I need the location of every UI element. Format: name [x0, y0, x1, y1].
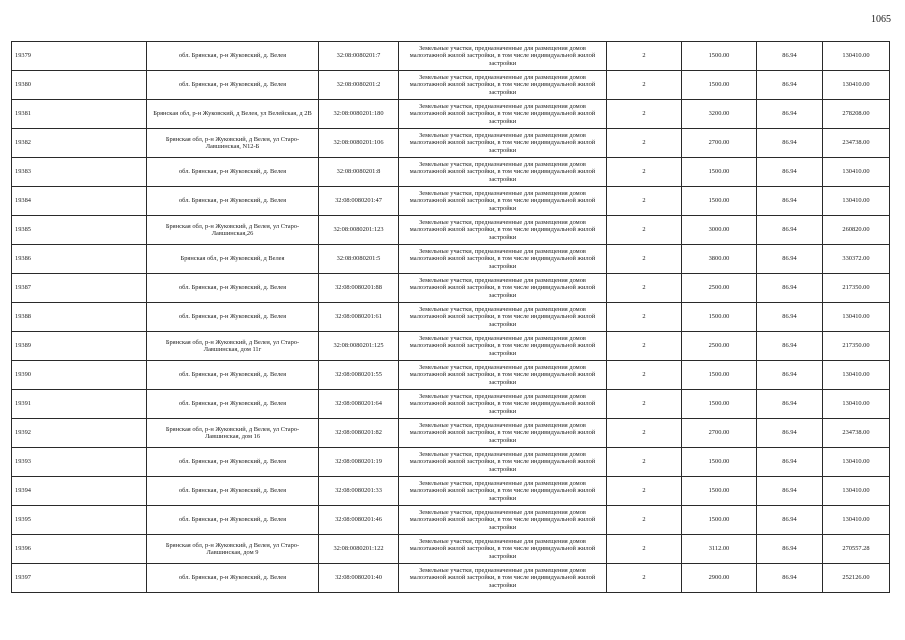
land-purpose-cell: Земельные участки, предназначенные для размещения домов малоэтажной жилой застройки, в том числе индивидуальной жилой застройки — [399, 274, 607, 303]
cadastral-value-cell: 217350.00 — [823, 274, 890, 303]
cadastral-value-cell: 330372.00 — [823, 245, 890, 274]
area-cell: 1500.00 — [682, 361, 757, 390]
land-purpose-cell: Земельные участки, предназначенные для размещения домов малоэтажной жилой застройки, в том числе индивидуальной жилой застройки — [399, 71, 607, 100]
table-row — [12, 303, 890, 332]
land-purpose-cell: Земельные участки, предназначенные для размещения домов малоэтажной жилой застройки, в том числе индивидуальной жилой застройки — [399, 361, 607, 390]
area-cell: 3800.00 — [682, 245, 757, 274]
area-cell: 1500.00 — [682, 303, 757, 332]
row-number: 19388 — [12, 303, 147, 332]
cadastral-value-cell: 130410.00 — [823, 71, 890, 100]
address-cell: Брянская обл, р-н Жуковский, д Велея, ул Старо-Лавшинская, N12-Б — [147, 129, 319, 158]
group-cell: 2 — [607, 42, 682, 71]
row-number: 19390 — [12, 361, 147, 390]
cadastral-number-cell: 32:08:0080201:106 — [319, 129, 399, 158]
area-cell: 3200.00 — [682, 100, 757, 129]
land-purpose-cell: Земельные участки, предназначенные для размещения домов малоэтажной жилой застройки, в том числе индивидуальной жилой застройки — [399, 100, 607, 129]
row-number: 19394 — [12, 477, 147, 506]
land-purpose-cell: Земельные участки, предназначенные для размещения домов малоэтажной жилой застройки, в том числе индивидуальной жилой застройки — [399, 216, 607, 245]
cadastral-number-cell: 32:08:0080201:2 — [319, 71, 399, 100]
table-row — [12, 245, 890, 274]
cadastral-value-cell: 270557.28 — [823, 535, 890, 564]
table-row — [12, 535, 890, 564]
cadastral-value-cell: 278208.00 — [823, 100, 890, 129]
cadastral-value-cell: 217350.00 — [823, 332, 890, 361]
area-cell: 2500.00 — [682, 274, 757, 303]
area-cell: 1500.00 — [682, 158, 757, 187]
address-cell: обл. Брянская, р-н Жуковский, д. Велея — [147, 506, 319, 535]
address-cell: Брянская обл, р-н Жуковский, д Велея, ул Старо-Лавшинская, дом 16 — [147, 419, 319, 448]
group-cell: 2 — [607, 477, 682, 506]
table-row — [12, 71, 890, 100]
row-number: 19395 — [12, 506, 147, 535]
cadastral-value-cell: 130410.00 — [823, 477, 890, 506]
address-cell: обл. Брянская, р-н Жуковский, д. Велея — [147, 158, 319, 187]
cadastral-value-cell: 130410.00 — [823, 361, 890, 390]
area-cell: 2500.00 — [682, 332, 757, 361]
rate-cell: 86.94 — [757, 216, 823, 245]
cadastral-number-cell: 32:08:0080201:180 — [319, 100, 399, 129]
rate-cell: 86.94 — [757, 535, 823, 564]
group-cell: 2 — [607, 216, 682, 245]
land-purpose-cell: Земельные участки, предназначенные для размещения домов малоэтажной жилой застройки, в том числе индивидуальной жилой застройки — [399, 564, 607, 593]
rate-cell: 86.94 — [757, 477, 823, 506]
group-cell: 2 — [607, 332, 682, 361]
row-number: 19381 — [12, 100, 147, 129]
cadastral-number-cell: 32:08:0080201:40 — [319, 564, 399, 593]
cadastral-number-cell: 32:08:0080201:5 — [319, 245, 399, 274]
address-cell: обл. Брянская, р-н Жуковский, д. Велея — [147, 390, 319, 419]
page-number: 1065 — [871, 14, 891, 25]
row-number: 19382 — [12, 129, 147, 158]
row-number: 19385 — [12, 216, 147, 245]
cadastral-value-table — [11, 41, 890, 593]
table-row — [12, 419, 890, 448]
rate-cell: 86.94 — [757, 419, 823, 448]
address-cell: Брянская обл, р-н Жуковский, д Велея — [147, 245, 319, 274]
table-row — [12, 390, 890, 419]
group-cell: 2 — [607, 564, 682, 593]
group-cell: 2 — [607, 274, 682, 303]
address-cell: Брянская обл, р-н Жуковский, д Велея, ул Старо-Лавшинская, дом 9 — [147, 535, 319, 564]
cadastral-number-cell: 32:08:0080201:123 — [319, 216, 399, 245]
address-cell: обл. Брянская, р-н Жуковский, д. Велея — [147, 564, 319, 593]
table-body — [12, 42, 890, 593]
rate-cell: 86.94 — [757, 129, 823, 158]
land-purpose-cell: Земельные участки, предназначенные для размещения домов малоэтажной жилой застройки, в том числе индивидуальной жилой застройки — [399, 42, 607, 71]
rate-cell: 86.94 — [757, 390, 823, 419]
group-cell: 2 — [607, 158, 682, 187]
group-cell: 2 — [607, 390, 682, 419]
cadastral-number-cell: 32:08:0080201:88 — [319, 274, 399, 303]
rate-cell: 86.94 — [757, 448, 823, 477]
row-number: 19396 — [12, 535, 147, 564]
land-purpose-cell: Земельные участки, предназначенные для размещения домов малоэтажной жилой застройки, в том числе индивидуальной жилой застройки — [399, 158, 607, 187]
cadastral-value-cell: 130410.00 — [823, 158, 890, 187]
cadastral-number-cell: 32:08:0080201:33 — [319, 477, 399, 506]
row-number: 19387 — [12, 274, 147, 303]
cadastral-number-cell: 32:08:0080201:125 — [319, 332, 399, 361]
group-cell: 2 — [607, 187, 682, 216]
land-purpose-cell: Земельные участки, предназначенные для размещения домов малоэтажной жилой застройки, в том числе индивидуальной жилой застройки — [399, 303, 607, 332]
land-purpose-cell: Земельные участки, предназначенные для размещения домов малоэтажной жилой застройки, в том числе индивидуальной жилой застройки — [399, 506, 607, 535]
area-cell: 1500.00 — [682, 390, 757, 419]
land-purpose-cell: Земельные участки, предназначенные для размещения домов малоэтажной жилой застройки, в том числе индивидуальной жилой застройки — [399, 332, 607, 361]
cadastral-number-cell: 32:08:0080201:47 — [319, 187, 399, 216]
rate-cell: 86.94 — [757, 332, 823, 361]
table-row — [12, 216, 890, 245]
cadastral-number-cell: 32:08:0080201:8 — [319, 158, 399, 187]
table-row — [12, 332, 890, 361]
rate-cell: 86.94 — [757, 274, 823, 303]
rate-cell: 86.94 — [757, 361, 823, 390]
rate-cell: 86.94 — [757, 71, 823, 100]
group-cell: 2 — [607, 419, 682, 448]
table-row — [12, 274, 890, 303]
land-purpose-cell: Земельные участки, предназначенные для размещения домов малоэтажной жилой застройки, в том числе индивидуальной жилой застройки — [399, 390, 607, 419]
row-number: 19391 — [12, 390, 147, 419]
cadastral-number-cell: 32:08:0080201:64 — [319, 390, 399, 419]
cadastral-number-cell: 32:08:0080201:122 — [319, 535, 399, 564]
table-row — [12, 361, 890, 390]
address-cell: обл. Брянская, р-н Жуковский, д. Велея — [147, 42, 319, 71]
table-row — [12, 100, 890, 129]
table-row — [12, 129, 890, 158]
address-cell: обл. Брянская, р-н Жуковский, д. Велея — [147, 71, 319, 100]
cadastral-value-cell: 234738.00 — [823, 419, 890, 448]
group-cell: 2 — [607, 71, 682, 100]
area-cell: 1500.00 — [682, 187, 757, 216]
rate-cell: 86.94 — [757, 245, 823, 274]
cadastral-value-cell: 234738.00 — [823, 129, 890, 158]
address-cell: Брянская обл, р-н Жуковский, д Велея, ул Старо-Лавшинская, дом 11г — [147, 332, 319, 361]
land-purpose-cell: Земельные участки, предназначенные для размещения домов малоэтажной жилой застройки, в том числе индивидуальной жилой застройки — [399, 129, 607, 158]
cadastral-value-cell: 130410.00 — [823, 448, 890, 477]
address-cell: обл. Брянская, р-н Жуковский, д. Велея — [147, 448, 319, 477]
group-cell: 2 — [607, 303, 682, 332]
cadastral-number-cell: 32:08:0080201:61 — [319, 303, 399, 332]
land-purpose-cell: Земельные участки, предназначенные для размещения домов малоэтажной жилой застройки, в том числе индивидуальной жилой застройки — [399, 535, 607, 564]
address-cell: обл. Брянская, р-н Жуковский, д. Велея — [147, 187, 319, 216]
area-cell: 1500.00 — [682, 71, 757, 100]
address-cell: обл. Брянская, р-н Жуковский, д. Велея — [147, 274, 319, 303]
rate-cell: 86.94 — [757, 303, 823, 332]
table-row — [12, 448, 890, 477]
land-purpose-cell: Земельные участки, предназначенные для размещения домов малоэтажной жилой застройки, в том числе индивидуальной жилой застройки — [399, 477, 607, 506]
table-row — [12, 158, 890, 187]
rate-cell: 86.94 — [757, 506, 823, 535]
cadastral-value-cell: 130410.00 — [823, 42, 890, 71]
group-cell: 2 — [607, 100, 682, 129]
address-cell: обл. Брянская, р-н Жуковский, д. Велея — [147, 361, 319, 390]
cadastral-value-cell: 252126.00 — [823, 564, 890, 593]
table-row — [12, 187, 890, 216]
cadastral-value-cell: 260820.00 — [823, 216, 890, 245]
address-cell: Брянская обл, р-н Жуковский, д Велея, ул Старо-Лавшинская,26 — [147, 216, 319, 245]
row-number: 19380 — [12, 71, 147, 100]
group-cell: 2 — [607, 129, 682, 158]
table-row — [12, 506, 890, 535]
group-cell: 2 — [607, 448, 682, 477]
cadastral-value-cell: 130410.00 — [823, 390, 890, 419]
cadastral-number-cell: 32:08:0080201:19 — [319, 448, 399, 477]
area-cell: 1500.00 — [682, 448, 757, 477]
row-number: 19379 — [12, 42, 147, 71]
group-cell: 2 — [607, 506, 682, 535]
rate-cell: 86.94 — [757, 187, 823, 216]
rate-cell: 86.94 — [757, 158, 823, 187]
address-cell: обл. Брянская, р-н Жуковский, д. Велея — [147, 477, 319, 506]
area-cell: 1500.00 — [682, 42, 757, 71]
land-purpose-cell: Земельные участки, предназначенные для размещения домов малоэтажной жилой застройки, в том числе индивидуальной жилой застройки — [399, 245, 607, 274]
row-number: 19392 — [12, 419, 147, 448]
row-number: 19397 — [12, 564, 147, 593]
row-number: 19384 — [12, 187, 147, 216]
cadastral-number-cell: 32:08:0080201:46 — [319, 506, 399, 535]
area-cell: 3112.00 — [682, 535, 757, 564]
land-purpose-cell: Земельные участки, предназначенные для размещения домов малоэтажной жилой застройки, в том числе индивидуальной жилой застройки — [399, 419, 607, 448]
cadastral-number-cell: 32:08:0080201:7 — [319, 42, 399, 71]
row-number: 19383 — [12, 158, 147, 187]
rate-cell: 86.94 — [757, 42, 823, 71]
rate-cell: 86.94 — [757, 564, 823, 593]
cadastral-value-cell: 130410.00 — [823, 506, 890, 535]
area-cell: 2700.00 — [682, 129, 757, 158]
table-row — [12, 42, 890, 71]
address-cell: Брянская обл, р-н Жуковский, д Велея, ул Велейская, д 2В — [147, 100, 319, 129]
rate-cell: 86.94 — [757, 100, 823, 129]
land-purpose-cell: Земельные участки, предназначенные для размещения домов малоэтажной жилой застройки, в том числе индивидуальной жилой застройки — [399, 448, 607, 477]
table-row — [12, 477, 890, 506]
cadastral-value-cell: 130410.00 — [823, 187, 890, 216]
group-cell: 2 — [607, 361, 682, 390]
area-cell: 3000.00 — [682, 216, 757, 245]
cadastral-value-cell: 130410.00 — [823, 303, 890, 332]
row-number: 19386 — [12, 245, 147, 274]
row-number: 19389 — [12, 332, 147, 361]
area-cell: 2900.00 — [682, 564, 757, 593]
table-row — [12, 564, 890, 593]
group-cell: 2 — [607, 535, 682, 564]
row-number: 19393 — [12, 448, 147, 477]
area-cell: 2700.00 — [682, 419, 757, 448]
land-purpose-cell: Земельные участки, предназначенные для размещения домов малоэтажной жилой застройки, в том числе индивидуальной жилой застройки — [399, 187, 607, 216]
area-cell: 1500.00 — [682, 506, 757, 535]
group-cell: 2 — [607, 245, 682, 274]
area-cell: 1500.00 — [682, 477, 757, 506]
address-cell: обл. Брянская, р-н Жуковский, д. Велея — [147, 303, 319, 332]
cadastral-number-cell: 32:08:0080201:82 — [319, 419, 399, 448]
cadastral-number-cell: 32:08:0080201:55 — [319, 361, 399, 390]
